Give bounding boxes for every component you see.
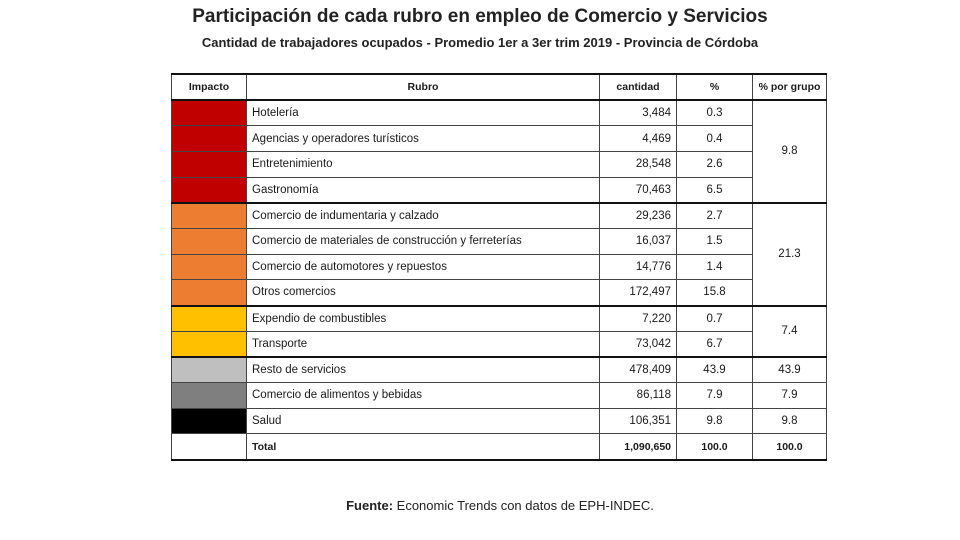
impact-swatch <box>172 306 247 332</box>
table-row <box>172 306 827 332</box>
total-pct: 100.0 <box>677 434 753 460</box>
pct-cell: 7.9 <box>677 383 753 409</box>
rubro-cell: Agencias y operadores turísticos <box>247 126 600 152</box>
group-pct-cell: 7.9 <box>753 383 827 409</box>
group-pct-cell: 9.8 <box>753 408 827 434</box>
impact-swatch <box>172 228 247 254</box>
pct-cell: 9.8 <box>677 408 753 434</box>
impact-swatch <box>172 280 247 306</box>
group-pct-cell: 9.8 <box>753 100 827 203</box>
pct-cell: 1.4 <box>677 254 753 280</box>
pct-cell: 6.5 <box>677 177 753 203</box>
page-subtitle: Cantidad de trabajadores ocupados - Promedio 1er a 3er trim 2019 - Provincia de Córdoba <box>201 35 759 50</box>
rubro-cell: Salud <box>247 408 600 434</box>
group-pct-cell: 43.9 <box>753 357 827 383</box>
rubro-cell: Entretenimiento <box>247 151 600 177</box>
impact-swatch <box>172 126 247 152</box>
source-note <box>0 498 960 513</box>
table-row <box>172 203 827 229</box>
total-impact-cell <box>172 434 247 460</box>
table-row <box>172 126 827 152</box>
group-pct-cell: 21.3 <box>753 203 827 306</box>
impact-swatch <box>172 151 247 177</box>
cantidad-cell: 4,469 <box>600 126 677 152</box>
table-row <box>172 151 827 177</box>
header-pct-grupo: % por grupo <box>753 74 827 100</box>
pct-cell: 15.8 <box>677 280 753 306</box>
cantidad-cell: 29,236 <box>600 203 677 229</box>
total-label: Total <box>247 434 600 460</box>
pct-cell: 2.6 <box>677 151 753 177</box>
table-row <box>172 280 827 306</box>
impact-swatch <box>172 177 247 203</box>
pct-cell: 43.9 <box>677 357 753 383</box>
pct-cell: 0.3 <box>677 100 753 126</box>
rubro-cell: Hotelería <box>247 100 600 126</box>
table-row <box>172 177 827 203</box>
rubro-cell: Comercio de indumentaria y calzado <box>247 203 600 229</box>
impact-swatch <box>172 357 247 383</box>
pct-cell: 1.5 <box>677 228 753 254</box>
pct-cell: 0.4 <box>677 126 753 152</box>
table-row <box>172 408 827 434</box>
cantidad-cell: 16,037 <box>600 228 677 254</box>
rubro-cell: Transporte <box>247 331 600 357</box>
cantidad-cell: 7,220 <box>600 306 677 332</box>
total-pct-grupo: 100.0 <box>753 434 827 460</box>
table-row <box>172 228 827 254</box>
rubro-cell: Expendio de combustibles <box>247 306 600 332</box>
impact-swatch <box>172 203 247 229</box>
table-row <box>172 100 827 126</box>
rubro-cell: Comercio de materiales de construcción y ferreterías <box>247 228 600 254</box>
rubro-cell: Resto de servicios <box>247 357 600 383</box>
cantidad-cell: 478,409 <box>600 357 677 383</box>
table-row <box>172 383 827 409</box>
rubro-cell: Otros comercios <box>247 280 600 306</box>
header-impacto: Impacto <box>172 74 247 100</box>
pct-cell: 0.7 <box>677 306 753 332</box>
impact-swatch <box>172 331 247 357</box>
total-cantidad: 1,090,650 <box>600 434 677 460</box>
cantidad-cell: 70,463 <box>600 177 677 203</box>
header-rubro: Rubro <box>247 74 600 100</box>
impact-swatch <box>172 254 247 280</box>
table-row <box>172 331 827 357</box>
page-title: Participación de cada rubro en empleo de Comercio y Servicios <box>192 6 768 27</box>
table-row <box>172 357 827 383</box>
rubro-cell: Gastronomía <box>247 177 600 203</box>
source-text: Economic Trends con datos de EPH-INDEC. <box>393 498 654 513</box>
pct-cell: 2.7 <box>677 203 753 229</box>
cantidad-cell: 86,118 <box>600 383 677 409</box>
cantidad-cell: 14,776 <box>600 254 677 280</box>
table-header-row <box>172 74 827 100</box>
cantidad-cell: 73,042 <box>600 331 677 357</box>
impact-swatch <box>172 383 247 409</box>
rubro-cell: Comercio de automotores y repuestos <box>247 254 600 280</box>
table-row <box>172 254 827 280</box>
cantidad-cell: 3,484 <box>600 100 677 126</box>
employment-table <box>171 73 827 461</box>
header-cantidad: cantidad <box>600 74 677 100</box>
total-row <box>172 434 827 460</box>
cantidad-cell: 106,351 <box>600 408 677 434</box>
source-label: Fuente: <box>346 498 394 513</box>
pct-cell: 6.7 <box>677 331 753 357</box>
rubro-cell: Comercio de alimentos y bebidas <box>247 383 600 409</box>
cantidad-cell: 28,548 <box>600 151 677 177</box>
cantidad-cell: 172,497 <box>600 280 677 306</box>
group-pct-cell: 7.4 <box>753 306 827 357</box>
impact-swatch <box>172 408 247 434</box>
impact-swatch <box>172 100 247 126</box>
header-pct: % <box>677 74 753 100</box>
